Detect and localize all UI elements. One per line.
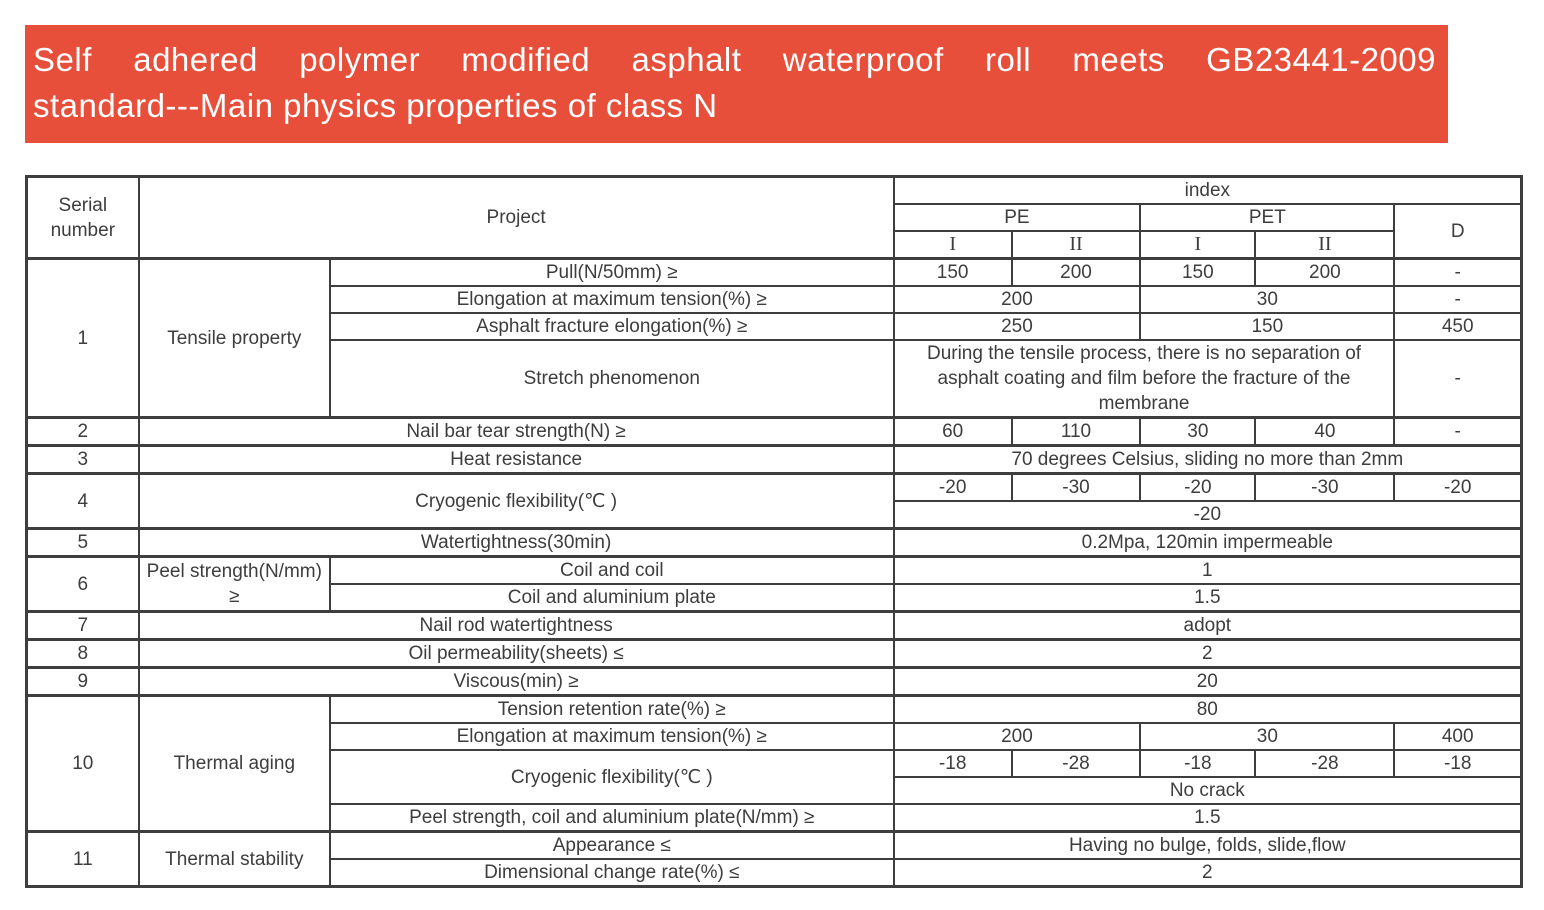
header-project: Project — [139, 177, 894, 259]
title-banner — [25, 25, 1448, 143]
header-pe-type-i: I — [894, 231, 1012, 259]
group-cell: Tensile property — [139, 259, 330, 418]
serial-cell: 8 — [27, 640, 139, 668]
header-serial-number: Serial number — [27, 177, 139, 259]
header-pet-type-i: I — [1140, 231, 1255, 259]
value-cell: -20 — [1394, 474, 1521, 502]
property-label: Tension retention rate(%) ≥ — [330, 696, 894, 724]
header-pet: PET — [1140, 204, 1394, 231]
value-cell: 1.5 — [894, 584, 1522, 612]
serial-cell: 5 — [27, 529, 139, 557]
value-cell: - — [1394, 340, 1521, 418]
property-label: Elongation at maximum tension(%) ≥ — [330, 723, 894, 750]
property-label: Nail rod watertightness — [139, 612, 894, 640]
property-label: Coil and aluminium plate — [330, 584, 894, 612]
value-cell: -28 — [1012, 750, 1141, 777]
value-cell: 30 — [1140, 286, 1394, 313]
banner-title-line1: Self adhered polymer modified asphalt waterproof roll meets GB23441-2009 — [33, 41, 1436, 78]
group-cell: Peel strength(N/mm) ≥ — [139, 557, 330, 612]
value-cell: 150 — [1140, 313, 1394, 340]
property-label: Nail bar tear strength(N) ≥ — [139, 418, 894, 446]
header-d: D — [1394, 204, 1521, 259]
serial-cell: 6 — [27, 557, 139, 612]
value-cell: 2 — [894, 859, 1522, 887]
value-cell: -30 — [1012, 474, 1141, 502]
header-pe: PE — [894, 204, 1141, 231]
serial-cell: 2 — [27, 418, 139, 446]
value-cell: - — [1394, 418, 1521, 446]
value-cell: 0.2Mpa, 120min impermeable — [894, 529, 1522, 557]
value-cell: 200 — [894, 723, 1141, 750]
value-cell: 30 — [1140, 723, 1394, 750]
value-cell: 200 — [1012, 259, 1141, 287]
value-cell: 80 — [894, 696, 1522, 724]
value-cell: -30 — [1255, 474, 1394, 502]
property-label: Dimensional change rate(%) ≤ — [330, 859, 894, 887]
property-label: Pull(N/50mm) ≥ — [330, 259, 894, 287]
serial-cell: 11 — [27, 832, 139, 887]
value-cell: 40 — [1255, 418, 1394, 446]
value-cell: 20 — [894, 668, 1522, 696]
value-cell: 1 — [894, 557, 1522, 585]
value-cell: Having no bulge, folds, slide,flow — [894, 832, 1522, 860]
value-cell: -18 — [1140, 750, 1255, 777]
serial-cell: 4 — [27, 474, 139, 529]
property-label: Cryogenic flexibility(℃ ) — [139, 474, 894, 529]
value-cell: - — [1394, 259, 1521, 287]
property-label: Appearance ≤ — [330, 832, 894, 860]
property-label: Oil permeability(sheets) ≤ — [139, 640, 894, 668]
property-label: Heat resistance — [139, 446, 894, 474]
value-cell: 400 — [1394, 723, 1521, 750]
value-cell: 60 — [894, 418, 1012, 446]
group-cell: Thermal stability — [139, 832, 330, 887]
value-cell: -18 — [894, 750, 1012, 777]
property-label: Cryogenic flexibility(℃ ) — [330, 750, 894, 804]
serial-cell: 9 — [27, 668, 139, 696]
value-cell: 150 — [894, 259, 1012, 287]
property-label: Peel strength, coil and aluminium plate(N/mm) ≥ — [330, 804, 894, 832]
value-cell: No crack — [894, 777, 1522, 804]
value-cell: - — [1394, 286, 1521, 313]
header-pe-type-ii: II — [1012, 231, 1141, 259]
value-cell: 200 — [1255, 259, 1394, 287]
property-label: Stretch phenomenon — [330, 340, 894, 418]
serial-cell: 3 — [27, 446, 139, 474]
group-cell: Thermal aging — [139, 696, 330, 832]
header-index: index — [894, 177, 1522, 205]
value-cell: 450 — [1394, 313, 1521, 340]
properties-table — [25, 175, 1523, 888]
value-cell: adopt — [894, 612, 1522, 640]
value-cell: -20 — [894, 501, 1522, 529]
value-cell: -20 — [894, 474, 1012, 502]
value-cell: During the tensile process, there is no separation of asphalt coating and film before the fracture of the membrane — [894, 340, 1395, 418]
value-cell: -18 — [1394, 750, 1521, 777]
value-cell: 30 — [1140, 418, 1255, 446]
banner-title-line2: standard---Main physics properties of class N — [33, 87, 718, 124]
value-cell: 250 — [894, 313, 1141, 340]
serial-cell: 1 — [27, 259, 139, 418]
value-cell: -28 — [1255, 750, 1394, 777]
serial-cell: 10 — [27, 696, 139, 832]
property-label: Viscous(min) ≥ — [139, 668, 894, 696]
property-label: Watertightness(30min) — [139, 529, 894, 557]
value-cell: 150 — [1140, 259, 1255, 287]
property-label: Coil and coil — [330, 557, 894, 585]
serial-cell: 7 — [27, 612, 139, 640]
header-pet-type-ii: II — [1255, 231, 1394, 259]
value-cell: 2 — [894, 640, 1522, 668]
value-cell: 70 degrees Celsius, sliding no more than 2mm — [894, 446, 1522, 474]
value-cell: -20 — [1140, 474, 1255, 502]
property-label: Asphalt fracture elongation(%) ≥ — [330, 313, 894, 340]
value-cell: 200 — [894, 286, 1141, 313]
value-cell: 1.5 — [894, 804, 1522, 832]
value-cell: 110 — [1012, 418, 1141, 446]
property-label: Elongation at maximum tension(%) ≥ — [330, 286, 894, 313]
